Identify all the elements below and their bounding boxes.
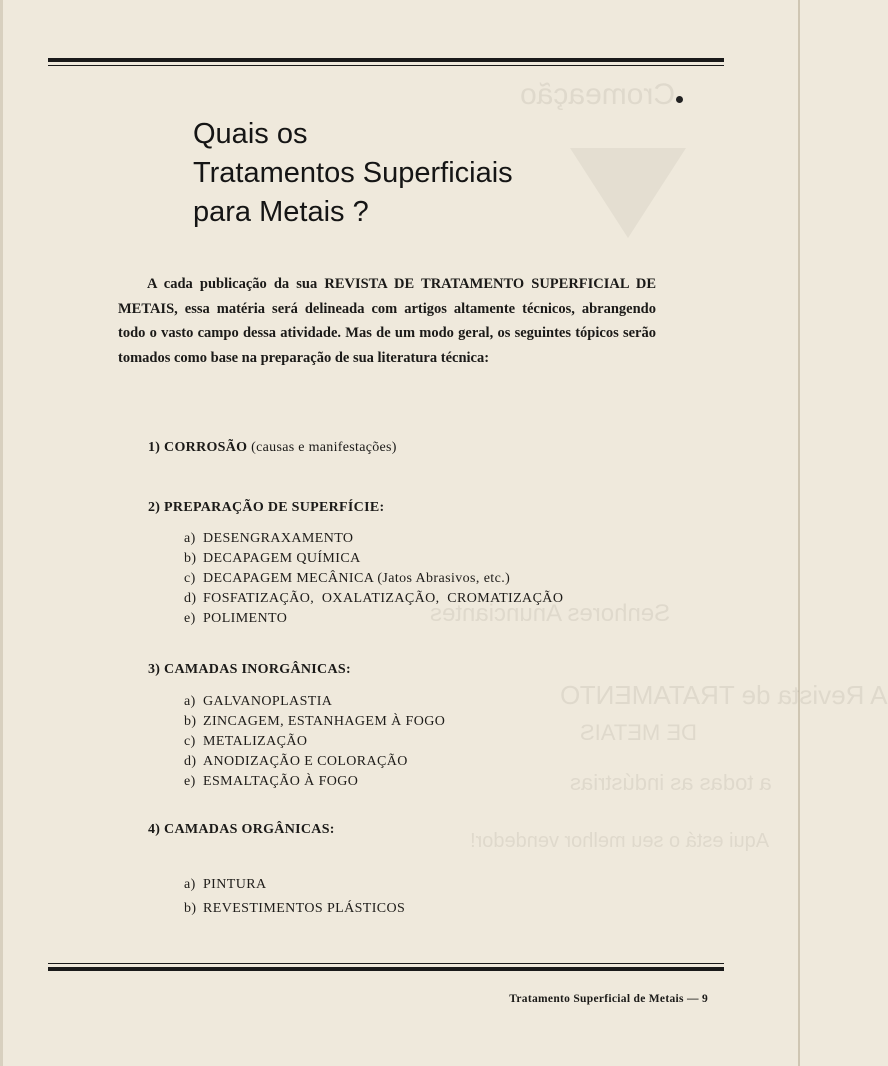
item-letter: a)	[184, 531, 196, 546]
item-letter: b)	[184, 901, 197, 916]
show-through-text: Senhores Anunciantes	[430, 600, 671, 627]
item-text: ANODIZAÇÃO E COLORAÇÃO	[203, 754, 408, 769]
item-text: ZINCAGEM, ESTANHAGEM À FOGO	[203, 714, 446, 729]
ink-dot	[676, 96, 683, 103]
show-through-text: DE METAIS	[580, 720, 697, 745]
title-line: Tratamentos Superficiais	[193, 157, 513, 189]
list-item	[184, 772, 445, 792]
section-heading-organicas: 4) CAMADAS ORGÂNICAS:	[148, 822, 335, 837]
item-text: DECAPAGEM MECÂNICA (Jatos Abrasivos, etc.)	[203, 571, 511, 586]
title-line: para Metais ?	[193, 196, 369, 228]
item-text: DESENGRAXAMENTO	[203, 531, 354, 546]
item-letter: e)	[184, 774, 196, 789]
top-double-rule	[48, 58, 724, 66]
item-letter: d)	[184, 754, 197, 769]
list-item	[184, 712, 445, 732]
organicas-list	[184, 873, 405, 921]
list-item	[184, 873, 405, 897]
show-through-emblem	[570, 148, 686, 238]
item-text: REVESTIMENTOS PLÁSTICOS	[203, 901, 406, 916]
intro-paragraph: A cada publicação da sua REVISTA DE TRATAMENTO SUPERFICIAL DE METAIS, essa matéria será delineada com artigos altamente técnicos, abrangendo todo o vasto campo dessa atividade. Mas de um modo geral, os seguintes tópicos serão tomados como base na preparação de sua literatura técnica:	[118, 276, 656, 366]
list-item	[184, 549, 563, 569]
list-item	[184, 752, 445, 772]
show-through-text: Cromeação	[520, 78, 676, 111]
list-item	[184, 692, 445, 712]
list-item	[184, 732, 445, 752]
list-item	[184, 897, 405, 921]
show-through-text: Aqui está o seu melhor vendedor!	[470, 830, 770, 852]
inorganicas-list	[184, 692, 445, 792]
list-item	[184, 589, 563, 609]
list-item	[184, 609, 563, 629]
section-note: (causas e manifestações)	[251, 440, 397, 455]
bottom-double-rule	[48, 963, 724, 971]
title-line: Quais os	[193, 118, 308, 150]
item-text: DECAPAGEM QUÍMICA	[203, 551, 361, 566]
section-heading-corrosao	[148, 440, 397, 456]
show-through-text: a todas as indústrias	[570, 770, 772, 795]
item-letter: d)	[184, 591, 197, 606]
item-text: METALIZAÇÃO	[203, 734, 308, 749]
item-letter: a)	[184, 694, 196, 709]
item-text: GALVANOPLASTIA	[203, 694, 333, 709]
item-letter: b)	[184, 714, 197, 729]
item-text: ESMALTAÇÃO À FOGO	[203, 774, 359, 789]
preparacao-list	[184, 529, 563, 629]
list-item	[184, 569, 563, 589]
show-through-text: A Revista de TRATAMENTO	[560, 680, 888, 710]
section-title: 1) CORROSÃO	[148, 440, 248, 455]
item-letter: b)	[184, 551, 197, 566]
item-letter: c)	[184, 734, 196, 749]
article-title	[193, 115, 513, 232]
page-footer: Tratamento Superficial de Metais — 9	[509, 993, 708, 1005]
item-text: POLIMENTO	[203, 611, 288, 626]
list-item	[184, 529, 563, 549]
item-letter: a)	[184, 877, 196, 892]
item-letter: c)	[184, 571, 196, 586]
section-heading-inorganicas: 3) CAMADAS INORGÂNICAS:	[148, 662, 351, 677]
item-letter: e)	[184, 611, 196, 626]
section-heading-preparacao: 2) PREPARAÇÃO DE SUPERFÍCIE:	[148, 500, 385, 515]
item-text: PINTURA	[203, 877, 267, 892]
item-text: FOSFATIZAÇÃO, OXALATIZAÇÃO, CROMATIZAÇÃO	[203, 591, 564, 606]
